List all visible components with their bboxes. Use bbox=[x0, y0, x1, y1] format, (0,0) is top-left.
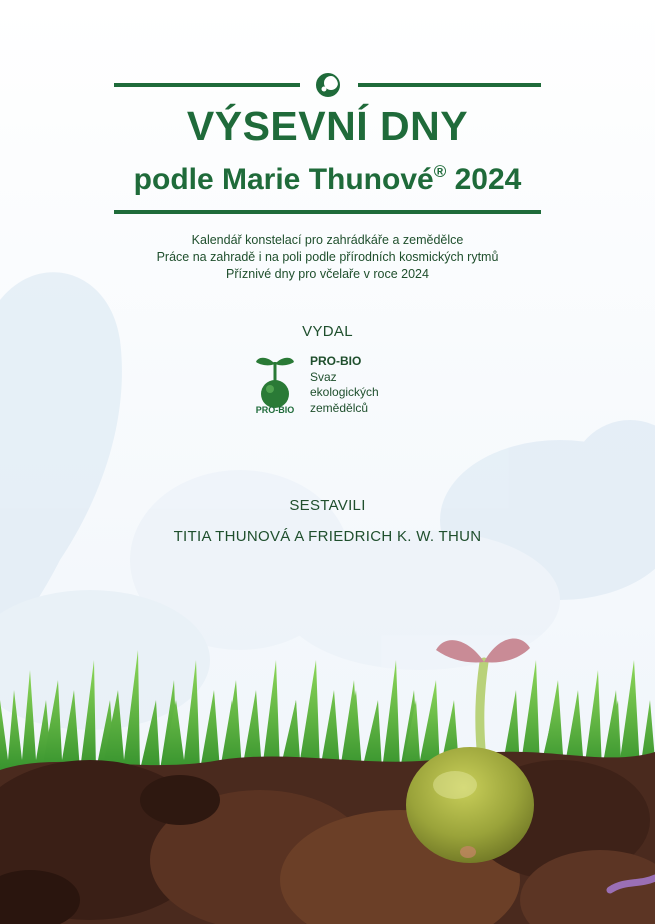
description-lines bbox=[0, 232, 655, 283]
publisher-label: VYDAL bbox=[302, 323, 353, 340]
publisher-line: zemědělců bbox=[310, 400, 369, 415]
publisher-line: Svaz bbox=[310, 369, 337, 384]
page-subtitle bbox=[0, 162, 655, 197]
sun-moon-emblem-icon bbox=[315, 72, 341, 98]
logo-text: PRO-BIO bbox=[255, 405, 295, 415]
sprouting-seed-logo bbox=[250, 350, 300, 416]
title-year: 2024 bbox=[454, 163, 522, 196]
page-title: VÝSEVNÍ DNY bbox=[186, 103, 469, 149]
registered-mark: ® bbox=[433, 162, 447, 181]
description-line: Příznivé dny pro včelaře v roce 2024 bbox=[226, 267, 429, 281]
publisher-info bbox=[310, 354, 379, 416]
subtitle-text: podle Marie Thunové bbox=[133, 163, 434, 196]
top-left-rule bbox=[114, 83, 300, 87]
authors: TITIA THUNOVÁ A FRIEDRICH K. W. THUN bbox=[173, 528, 482, 545]
bottom-rule bbox=[114, 210, 541, 214]
publisher-line: ekologických bbox=[310, 385, 379, 399]
publisher-name: PRO-BIO bbox=[310, 354, 362, 368]
top-right-rule bbox=[358, 83, 541, 87]
description-line: Práce na zahradě i na poli podle přírodních kosmických rytmů bbox=[156, 250, 499, 264]
compiled-by-label: SESTAVILI bbox=[289, 497, 366, 514]
description-line: Kalendář konstelací pro zahrádkáře a zemědělce bbox=[191, 233, 464, 247]
